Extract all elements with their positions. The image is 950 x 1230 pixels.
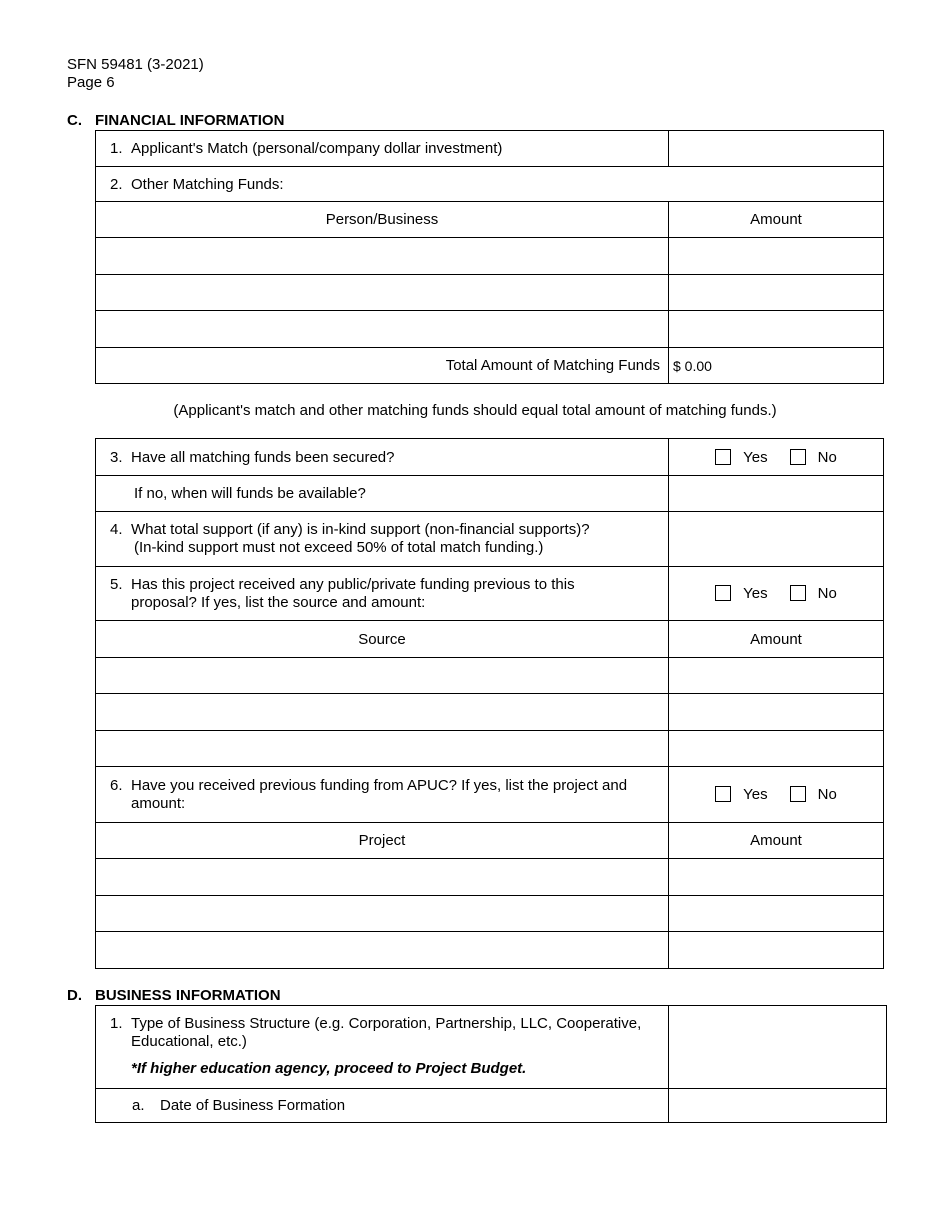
section-c-letter: C. (67, 112, 82, 129)
q6-yes-option[interactable]: Yes (715, 786, 767, 803)
checkbox-icon[interactable] (790, 585, 806, 601)
form-id: SFN 59481 (3-2021) (67, 56, 204, 73)
source-field[interactable] (96, 658, 669, 694)
checkbox-icon[interactable] (715, 585, 731, 601)
table-row (96, 932, 884, 969)
table-row (96, 731, 884, 767)
matching-header-row (96, 202, 884, 238)
section-d-title (67, 987, 281, 1004)
amount-field[interactable] (669, 311, 884, 348)
table-row (96, 238, 884, 275)
section-d-heading: BUSINESS INFORMATION (95, 987, 281, 1004)
d-q1-label: 1. Type of Business Structure (e.g. Corporation, Partnership, LLC, Cooperative, Educational, etc.) *If higher education agency, proceed to Project Budget. (96, 1006, 669, 1089)
d-qa-label: a. Date of Business Formation (96, 1089, 669, 1123)
d-q1-row (96, 1006, 887, 1089)
q5-no-option[interactable]: No (790, 585, 837, 602)
higher-ed-note: *If higher education agency, proceed to Project Budget. (131, 1060, 527, 1077)
d-qa-row (96, 1089, 887, 1123)
project-field[interactable] (96, 896, 669, 932)
q4-row (96, 512, 884, 567)
q5-yes-option[interactable]: Yes (715, 585, 767, 602)
section-c-title (67, 112, 284, 129)
table-row (96, 896, 884, 932)
q3-followup-row (96, 476, 884, 512)
in-kind-support-field[interactable] (669, 512, 884, 567)
person-business-field[interactable] (96, 311, 669, 348)
q4-label: 4. What total support (if any) is in-kind support (non-financial supports)? (In-kind support must not exceed 50% of total match funding.) (96, 512, 669, 567)
q6-row (96, 767, 884, 823)
q3-yes-no (669, 439, 884, 476)
col-amount: Amount (669, 202, 884, 238)
total-row (96, 348, 884, 384)
col-amount: Amount (669, 621, 884, 658)
q5-row (96, 567, 884, 621)
project-header-row (96, 823, 884, 859)
applicant-match-field[interactable] (669, 131, 884, 167)
matching-funds-table (95, 130, 884, 384)
q6-no-option[interactable]: No (790, 786, 837, 803)
form-header (67, 56, 204, 92)
checkbox-icon[interactable] (790, 786, 806, 802)
q1-row (96, 131, 884, 167)
amount-field[interactable] (669, 275, 884, 311)
source-field[interactable] (96, 731, 669, 767)
business-info-table (95, 1005, 887, 1123)
col-source: Source (96, 621, 669, 658)
section-d-letter: D. (67, 987, 82, 1004)
business-formation-date-field[interactable] (669, 1089, 887, 1123)
table-row (96, 311, 884, 348)
table-row (96, 275, 884, 311)
person-business-field[interactable] (96, 275, 669, 311)
amount-field[interactable] (669, 658, 884, 694)
page-number: Page 6 (67, 74, 115, 91)
source-field[interactable] (96, 694, 669, 731)
col-project: Project (96, 823, 669, 859)
checkbox-icon[interactable] (790, 449, 806, 465)
funding-questions-table (95, 438, 884, 969)
q3-no-option[interactable]: No (790, 449, 837, 466)
q2-label: 2. Other Matching Funds: (96, 167, 884, 202)
amount-field[interactable] (669, 731, 884, 767)
amount-field[interactable] (669, 238, 884, 275)
q3-row (96, 439, 884, 476)
project-field[interactable] (96, 859, 669, 896)
q5-label: 5. Has this project received any public/private funding previous to this proposal? If yes, list the source and amount: (96, 567, 669, 621)
q6-label: 6. Have you received previous funding from APUC? If yes, list the project and amount: (96, 767, 669, 823)
total-label: Total Amount of Matching Funds (96, 348, 669, 384)
q3-followup-label: If no, when will funds be available? (96, 476, 669, 512)
q3-yes-option[interactable]: Yes (715, 449, 767, 466)
person-business-field[interactable] (96, 238, 669, 275)
q2-row (96, 167, 884, 202)
business-structure-field[interactable] (669, 1006, 887, 1089)
col-person-business: Person/Business (96, 202, 669, 238)
source-header-row (96, 621, 884, 658)
table-row (96, 658, 884, 694)
table-row (96, 694, 884, 731)
q5-yes-no (669, 567, 884, 621)
col-amount: Amount (669, 823, 884, 859)
q1-label: 1. Applicant's Match (personal/company dollar investment) (96, 131, 669, 167)
amount-field[interactable] (669, 859, 884, 896)
amount-field[interactable] (669, 694, 884, 731)
section-c-heading: FINANCIAL INFORMATION (95, 112, 285, 129)
checkbox-icon[interactable] (715, 449, 731, 465)
matching-note: (Applicant's match and other matching funds should equal total amount of matching funds.) (173, 402, 777, 419)
table-row (96, 859, 884, 896)
funds-available-field[interactable] (669, 476, 884, 512)
checkbox-icon[interactable] (715, 786, 731, 802)
project-field[interactable] (96, 932, 669, 969)
amount-field[interactable] (669, 932, 884, 969)
q3-label: 3. Have all matching funds been secured? (96, 439, 669, 476)
amount-field[interactable] (669, 896, 884, 932)
q6-yes-no (669, 767, 884, 823)
total-amount-field[interactable]: $ 0.00 (669, 348, 884, 384)
